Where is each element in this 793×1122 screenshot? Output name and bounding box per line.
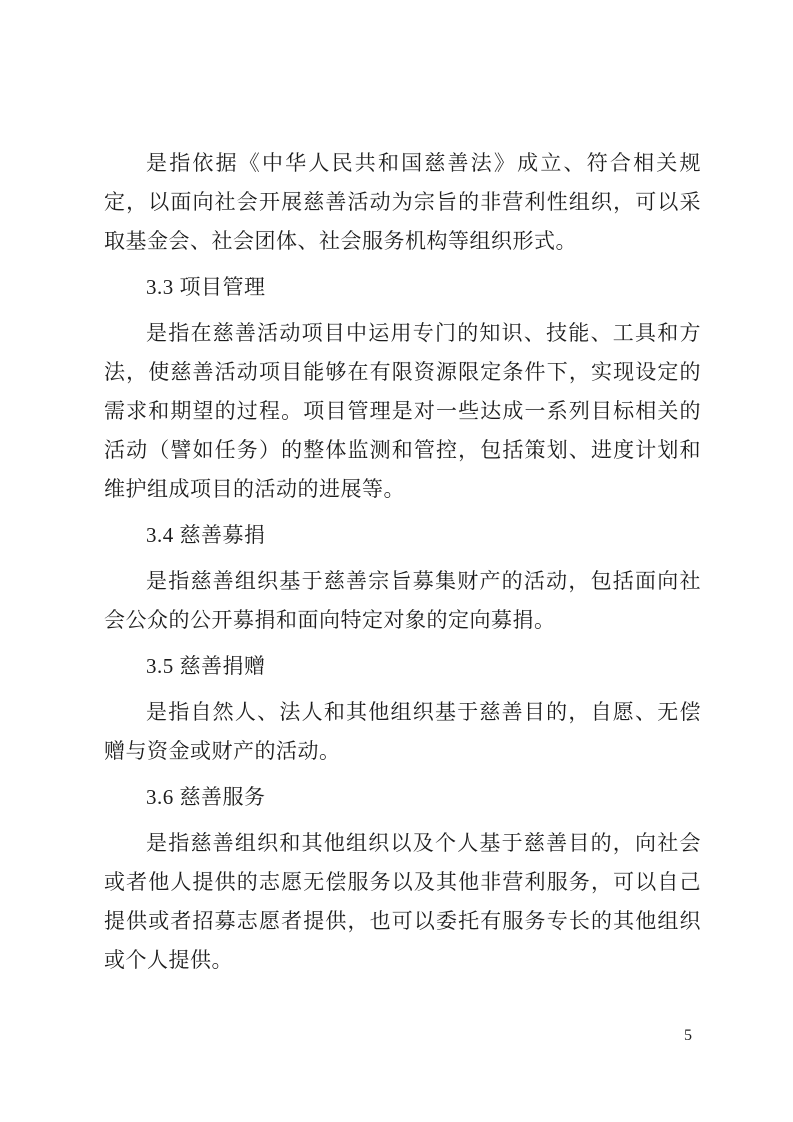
document-content [104,144,701,980]
section-heading-3-3-project-management: 3.3 项目管理 [146,275,266,299]
body-paragraph-intro-charity-organization: 是指依据《中华人民共和国慈善法》成立、符合相关规定，以面向社会开展慈善活动为宗旨的非营利性组织，可以采取基金会、社会团体、社会服务机构等组织形式。 [104,151,701,253]
body-paragraph-charity-fundraising: 是指慈善组织基于慈善宗旨募集财产的活动，包括面向社会公众的公开募捐和面向特定对象的定向募捐。 [104,569,701,632]
section-heading-3-5-charity-donation: 3.5 慈善捐赠 [146,654,266,678]
body-paragraph-charity-donation: 是指自然人、法人和其他组织基于慈善目的，自愿、无偿赠与资金或财产的活动。 [104,700,701,763]
body-paragraph-charity-service: 是指慈善组织和其他组织以及个人基于慈善目的，向社会或者他人提供的志愿无偿服务以及其他非营利服务，可以自己提供或者招募志愿者提供，也可以委托有服务专长的其他组织或个人提供。 [104,831,701,972]
page-number: 5 [684,1027,692,1044]
section-heading-3-6-charity-service: 3.6 慈善服务 [146,785,266,809]
body-paragraph-project-management: 是指在慈善活动项目中运用专门的知识、技能、工具和方法，使慈善活动项目能够在有限资源限定条件下，实现设定的需求和期望的过程。项目管理是对一些达成一系列目标相关的活动（譬如任务）的整体监测和管控，包括策划、进度计划和维护组成项目的活动的进展等。 [104,321,701,501]
section-heading-3-4-charity-fundraising: 3.4 慈善募捐 [146,523,266,547]
